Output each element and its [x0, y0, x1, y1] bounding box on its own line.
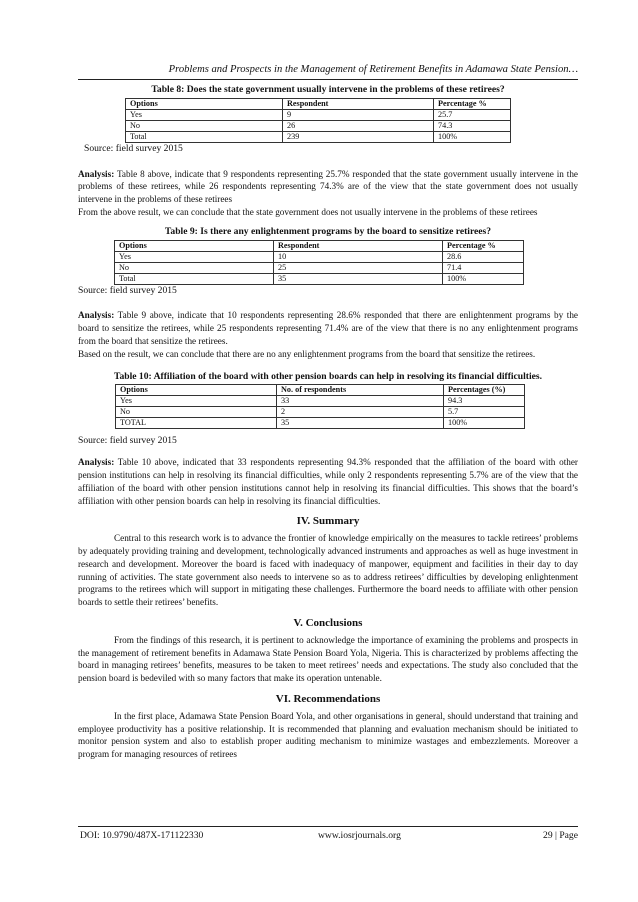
- table-cell: 100%: [444, 418, 525, 429]
- table-cell: TOTAL: [116, 418, 277, 429]
- column-header: Respondent: [283, 98, 434, 109]
- table-cell: 33: [277, 396, 444, 407]
- table-header-row: [126, 98, 511, 109]
- footer-page-number: 29 | Page: [543, 830, 578, 841]
- table-8-caption: Table 8: Does the state government usually intervene in the problems of these retirees?: [151, 84, 505, 95]
- table-10-source: Source: field survey 2015: [78, 435, 177, 447]
- column-header: No. of respondents: [277, 385, 444, 396]
- conclusions-paragraph: From the findings of this research, it is pertinent to acknowledge the importance of examining the problems and prospects in the management of retirement benefits in Adamawa State Pension Board Yola, Nigeria. This is characterized by problems affecting the board in managing retirees’ benefits, measures to be taken to meet retirees’ needs and expectations. The study also concluded that the pension board is bedeviled with so many factors that make its operation untenable.: [78, 634, 578, 684]
- table-cell: 35: [277, 418, 444, 429]
- header-rule: [78, 79, 578, 80]
- column-header: Options: [126, 98, 283, 109]
- table-row: [115, 262, 524, 273]
- table-cell: 2: [277, 407, 444, 418]
- analysis-paragraph: [78, 309, 578, 347]
- table-cell: No: [126, 120, 283, 131]
- table-cell: 74.3: [434, 120, 511, 131]
- recommendations-paragraph: In the first place, Adamawa State Pension Board Yola, and other organisations in general, should understand that training and employee productivity has a positive relationship. It is recommended that planning and evaluation mechanism should be initiated to monitor pension system and also to establish proper auditing mechanism to minimize wastages and embezzlements. Moreover a program for managing resources of retirees: [78, 710, 578, 760]
- column-header: Percentage %: [434, 98, 511, 109]
- table-cell: 25: [274, 262, 443, 273]
- table-8-source: Source: field survey 2015: [84, 142, 183, 154]
- table-cell: No: [115, 262, 274, 273]
- table-cell: Total: [115, 273, 274, 284]
- table-row: [115, 251, 524, 262]
- table-row: [115, 273, 524, 284]
- footer-doi: DOI: 10.9790/487X-171122330: [80, 830, 204, 841]
- table-cell: 100%: [443, 273, 524, 284]
- page-content: [78, 84, 578, 761]
- column-header: Percentages (%): [444, 385, 525, 396]
- column-header: Options: [116, 385, 277, 396]
- analysis-paragraph: [78, 456, 578, 507]
- conclusions-heading: V. Conclusions: [293, 616, 363, 629]
- table-cell: 94.3: [444, 396, 525, 407]
- table-row: [116, 407, 525, 418]
- table-row: [126, 120, 511, 131]
- table-cell: 25.7: [434, 109, 511, 120]
- footer-rule: [78, 826, 578, 827]
- table-9: [114, 240, 524, 285]
- table-cell: 71.4: [443, 262, 524, 273]
- running-header: Problems and Prospects in the Management of Retirement Benefits in Adamawa State Pension…: [168, 64, 578, 75]
- table-row: [126, 109, 511, 120]
- summary-paragraph: Central to this research work is to advance the frontier of knowledge empirically on the measures to tackle retirees’ problems by adequately providing training and development, technologically advanced instruments and approaches as well as huge investment in research and development. Moreover the board is faced with inadequacy of manpower, equipment and facilities in their day to day running of activities. The state government also needs to intervene so as to address retirees’ difficulties by developing enlightenment programs to the retirees which will support in mitigating these challenges. Furthermore the board needs to affiliate with other pension boards to settle their retirees’ benefits.: [78, 533, 578, 608]
- conclusion-paragraph: Based on the result, we can conclude that there are no any enlightenment programs from the board that sensitize the retirees.: [78, 348, 536, 359]
- table-cell: 9: [283, 109, 434, 120]
- summary-heading: IV. Summary: [296, 515, 360, 528]
- table-10: [115, 384, 525, 429]
- analysis-text: Table 10 above, indicated that 33 respondents representing 94.3% responded that the affiliation of the board with other pension institutions can help in resolving its financial difficulties, while only 2 respondents representing 5.7% are of the view that the affiliation of the board with other pension institutions cannot help in resolving its financial difficulties. This shows that the board’s affiliation with other pension boards can help in resolving its financial difficulties.: [78, 457, 578, 506]
- table-header-row: [116, 385, 525, 396]
- table-cell: 28.6: [443, 251, 524, 262]
- footer-website: www.iosrjournals.org: [318, 830, 401, 841]
- analysis-paragraph: [78, 168, 578, 206]
- table-header-row: [115, 240, 524, 251]
- table-cell: Yes: [126, 109, 283, 120]
- analysis-label: Analysis:: [78, 457, 115, 468]
- table-cell: Total: [126, 131, 283, 142]
- table-10-caption: Table 10: Affiliation of the board with other pension boards can help in resolving its financial difficulties.: [113, 370, 543, 382]
- table-cell: 239: [283, 131, 434, 142]
- analysis-label: Analysis:: [78, 168, 115, 179]
- table-cell: No: [116, 407, 277, 418]
- table-cell: Yes: [115, 251, 274, 262]
- table-9-source: Source: field survey 2015: [78, 284, 177, 296]
- table-row: [126, 131, 511, 142]
- column-header: Respondent: [274, 240, 443, 251]
- conclusion-paragraph: From the above result, we can conclude that the state government does not usually intervene in the problems of these retirees: [78, 206, 538, 217]
- table-9-caption: Table 9: Is there any enlightenment programs by the board to sensitize retirees?: [164, 225, 492, 237]
- table-cell: 100%: [434, 131, 511, 142]
- table-cell: 35: [274, 273, 443, 284]
- column-header: Percentage %: [443, 240, 524, 251]
- table-row: [116, 396, 525, 407]
- table-cell: 5.7: [444, 407, 525, 418]
- recommendations-heading: VI. Recommendations: [275, 692, 381, 705]
- analysis-text: Table 8 above, indicate that 9 respondents representing 25.7% responded that the state government usually intervene in the problems of these retirees, while 26 respondents representing 74.3% are of the view that the state government does not usually intervene in the problems of these retirees: [78, 168, 578, 205]
- analysis-text: Table 9 above, indicate that 10 respondents representing 28.6% responded that there are enlightenment programs by the board to sensitize the retirees, while 25 respondents representing 71.4% are of the view that there is no any enlightenment programs from the board that sensitize the retirees.: [78, 310, 578, 346]
- column-header: Options: [115, 240, 274, 251]
- analysis-label: Analysis:: [78, 310, 115, 321]
- table-cell: Yes: [116, 396, 277, 407]
- table-8: [125, 98, 511, 143]
- table-cell: 10: [274, 251, 443, 262]
- table-cell: 26: [283, 120, 434, 131]
- table-row: [116, 418, 525, 429]
